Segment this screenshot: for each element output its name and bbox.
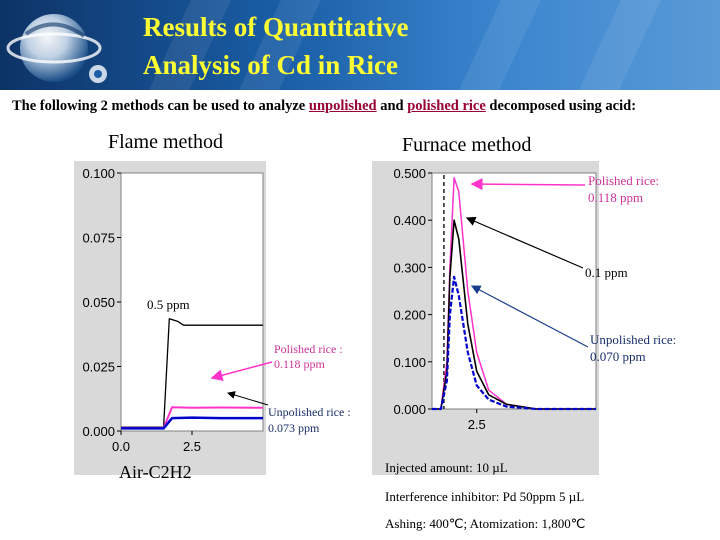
flame-header: Flame method [108,131,223,153]
flame-unpolished-label-1: Unpolished rice : [268,405,351,419]
flame-x-tick-label: 2.5 [182,439,202,454]
page-title-line2: Analysis of Cd in Rice [143,50,399,80]
intro-prefix: The following 2 methods can be used to analyze [12,98,309,114]
flame-y-tick-label: 0.100 [82,166,115,181]
flame-polished-label-2: 0.118 ppm [274,357,325,371]
intro-polished: polished rice [407,98,486,114]
furnace-unpolished-arrow [472,286,588,347]
furnace-standard-label: 0.1 ppm [585,265,628,280]
temperature-note: Ashing: 400℃; Atomization: 1,800℃ [385,516,586,531]
furnace-y-tick-label: 0.400 [393,213,426,229]
furnace-y-tick-label: 0.100 [393,354,426,370]
flame-polished-label-1: Polished rice : [274,342,343,356]
furnace-unpolished-label-2: 0.070 ppm [590,349,646,364]
flame-y-tick-label: 0.025 [82,359,115,375]
flame-y-tick-label: 0.000 [82,424,115,439]
injected-amount-note: Injected amount: 10 µL [385,460,508,475]
furnace-y-tick-label: 0.200 [393,307,426,323]
furnace-y-tick-label: 0.500 [393,166,426,181]
furnace-y-tick-label: 0.000 [393,402,426,417]
flame-footer: Air-C2H2 [119,462,192,482]
flame-standard-label: 0.5 ppm [147,297,190,312]
furnace-y-tick-label: 0.300 [393,260,426,276]
intro-unpolished: unpolished [308,98,377,114]
furnace-polished-arrow [472,184,585,185]
furnace-header: Furnace method [402,134,532,156]
flame-x-tick-label: 0.0 [111,439,131,454]
flame-unpolished-label-2: 0.073 ppm [268,421,320,435]
intro-middle: and [376,98,408,114]
furnace-standard-arrow [467,218,583,268]
flame-y-tick-label: 0.050 [82,295,115,310]
flame-y-tick-label: 0.075 [82,230,115,246]
flame-unpolished-arrow [228,393,268,405]
furnace-polished-label-1: Polished rice: [588,173,660,188]
intro-suffix: decomposed using acid: [485,98,637,114]
furnace-polished-label-2: 0.118 ppm [588,190,644,205]
flame-polished-arrow [212,362,272,378]
furnace-unpolished-label-1: Unpolished rice: [590,332,677,347]
inhibitor-note: Interference inhibitor: Pd 50ppm 5 µL [385,489,585,504]
page-title-line1: Results of Quantitative [143,12,409,42]
furnace-x-tick-label: 2.5 [467,417,486,432]
